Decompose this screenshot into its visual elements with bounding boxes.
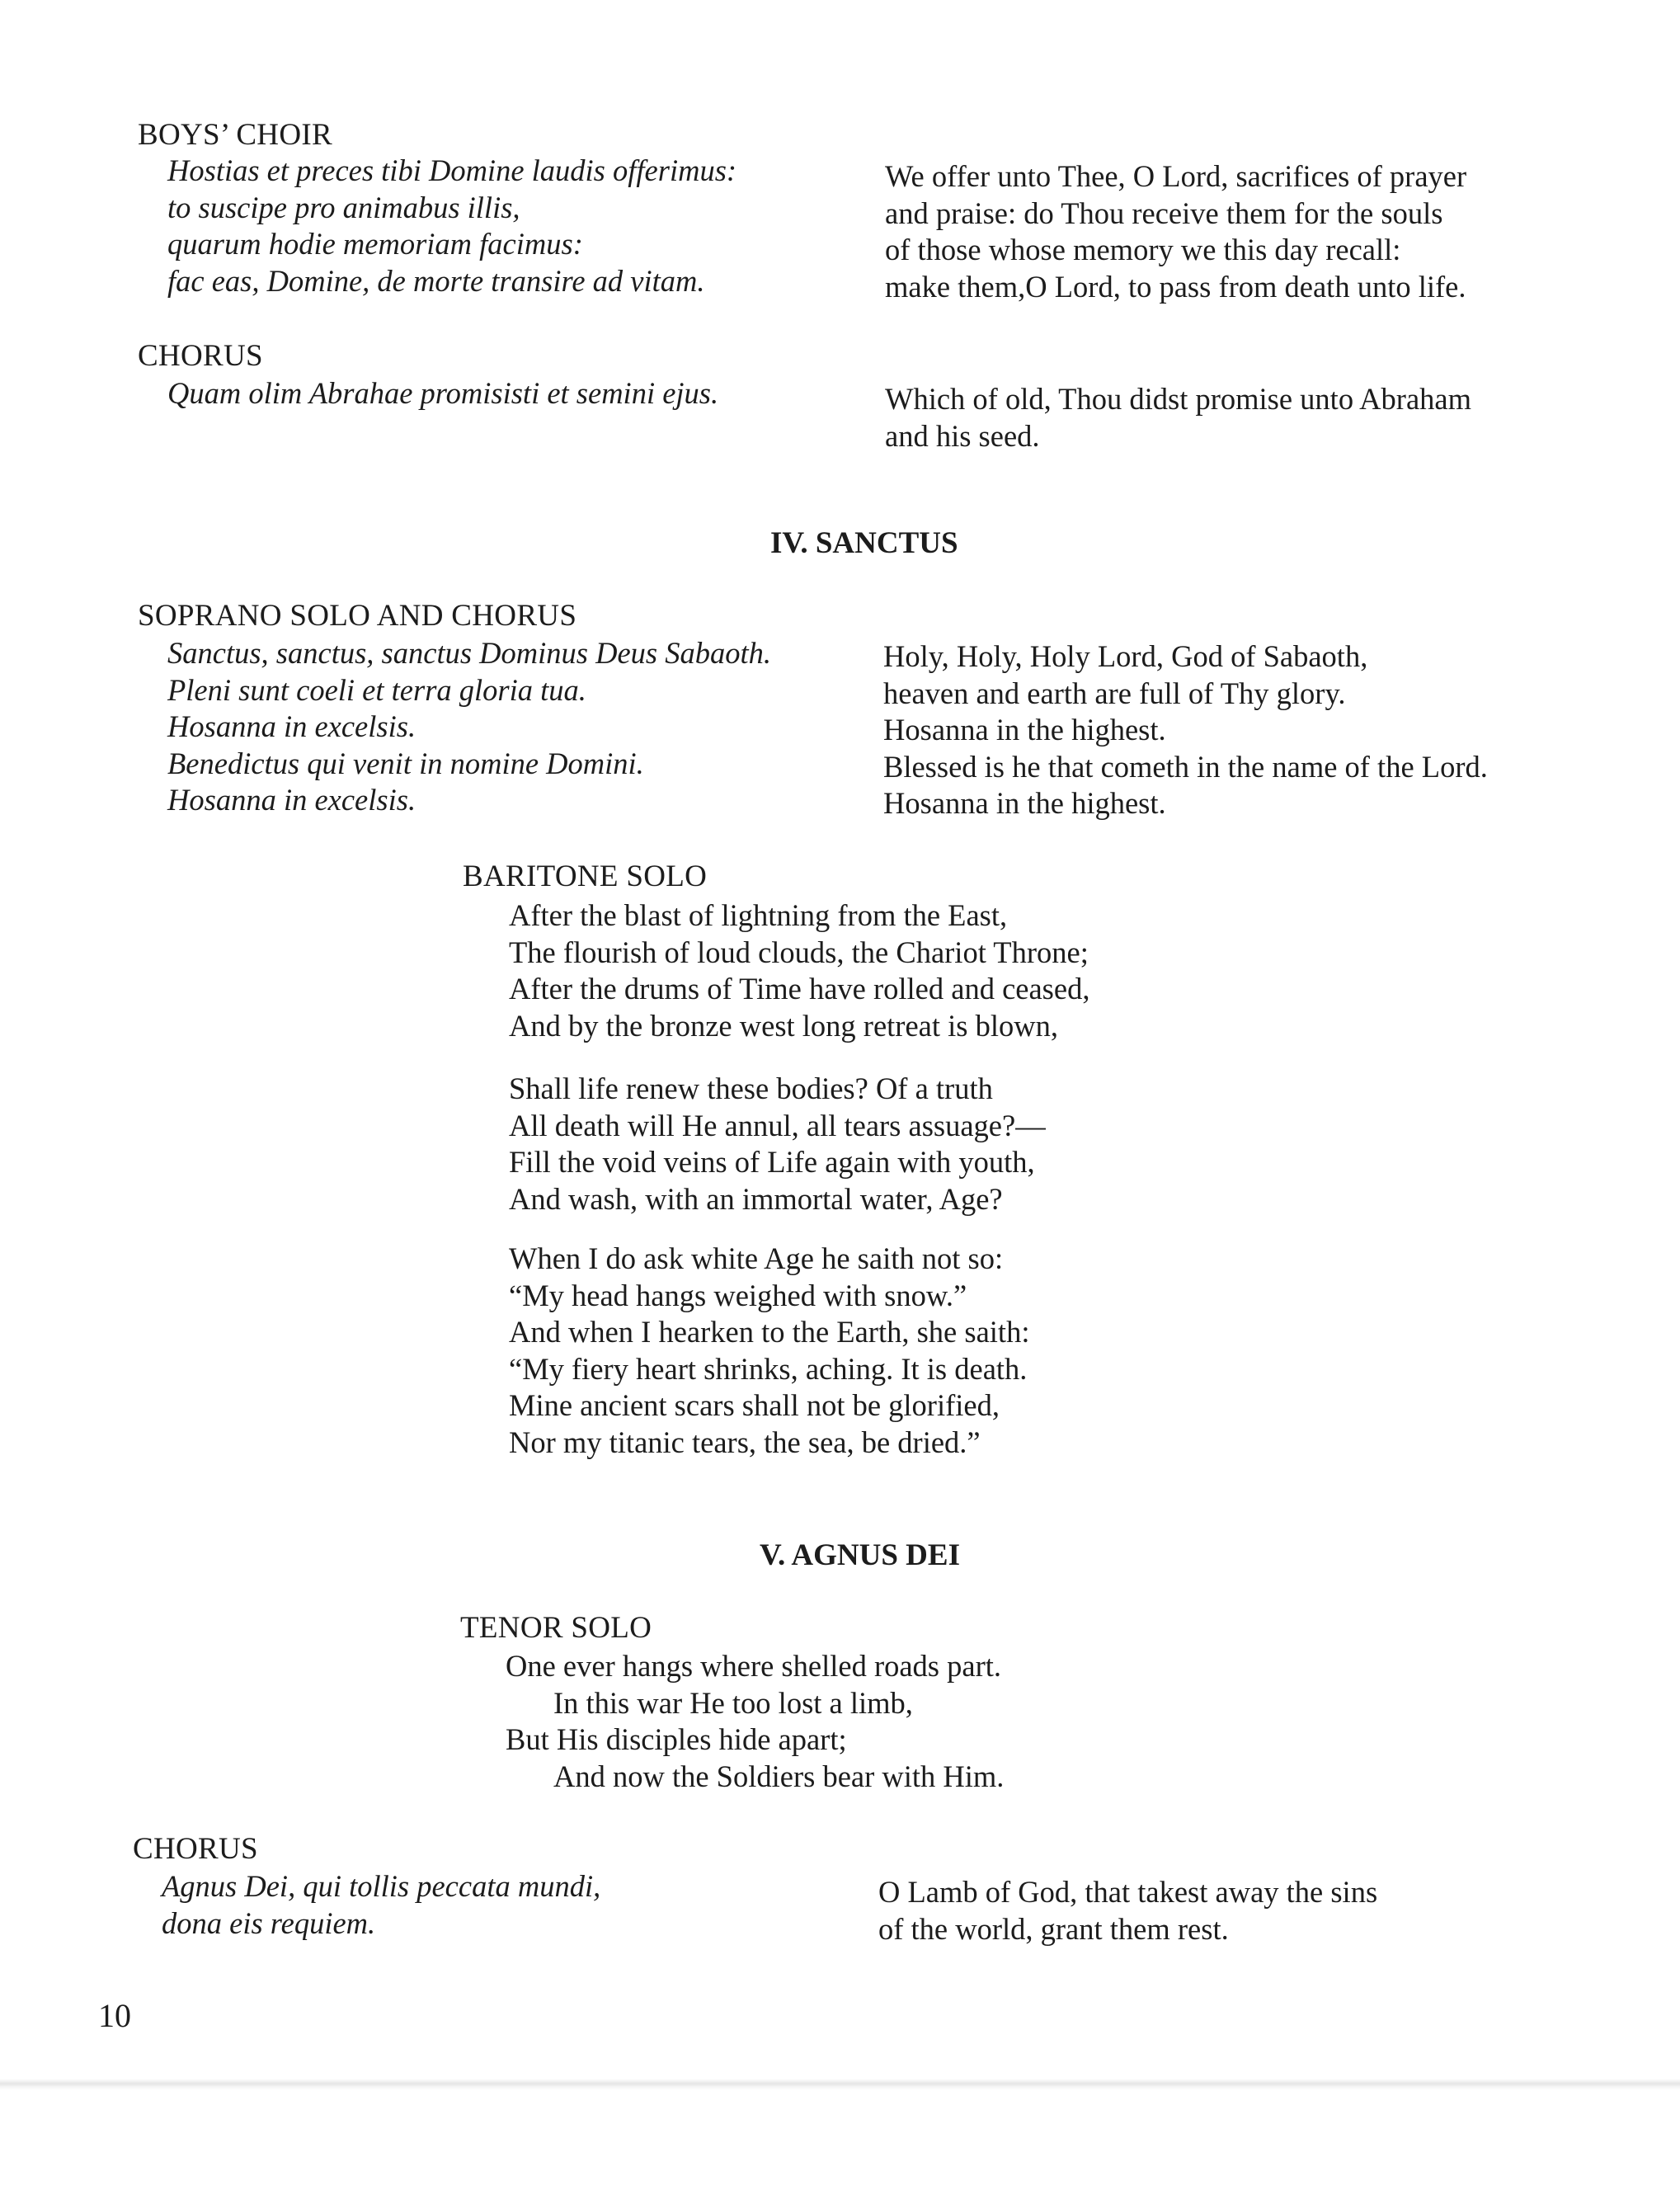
chorus-english-text [885, 381, 1471, 454]
sanctus-latin-text [167, 635, 771, 819]
poem-line: One ever hangs where shelled roads part. [506, 1649, 1002, 1683]
english-line: of those whose memory we this day recall: [885, 233, 1401, 266]
english-line: and praise: do Thou receive them for the souls [885, 195, 1443, 230]
boys-choir-latin-text [167, 153, 736, 299]
tenor-solo-label: TENOR SOLO [460, 1611, 652, 1645]
latin-line: Hostias et preces tibi Domine laudis offerimus: [167, 153, 737, 187]
boys-choir-label: BOYS’ CHOIR [138, 118, 332, 152]
poem-line: “My head hangs weighed with snow.” [509, 1278, 967, 1312]
english-line: Which of old, Thou didst promise unto Abraham [885, 382, 1471, 416]
sanctus-english-text [883, 638, 1488, 822]
latin-line: Hosanna in excelsis. [167, 783, 416, 817]
poem-line: In this war He too lost a limb, [553, 1685, 913, 1720]
chorus-label: CHORUS [138, 339, 263, 373]
latin-line: to suscipe pro animabus illis, [167, 190, 520, 224]
english-line: Blessed is he that cometh in the name of the Lord. [883, 749, 1488, 784]
poem-line: All death will He annul, all tears assuage?— [509, 1108, 1046, 1142]
chorus-latin-text [167, 375, 718, 412]
agnus-english-text [878, 1874, 1377, 1947]
latin-line: Benedictus qui venit in nomine Domini. [167, 746, 644, 780]
english-line: and his seed. [885, 418, 1040, 453]
page-number: 10 [98, 1997, 131, 2034]
poem-line: After the blast of lightning from the East, [509, 898, 1008, 932]
poem-line: Nor my titanic tears, the sea, be dried.” [509, 1425, 981, 1459]
agnus-dei-heading: V. AGNUS DEI [760, 1538, 960, 1572]
poem-line: And wash, with an immortal water, Age? [509, 1181, 1003, 1216]
english-line: We offer unto Thee, O Lord, sacrifices of prayer [885, 159, 1467, 193]
baritone-stanza-3 [509, 1241, 1029, 1461]
boys-choir-english-text [885, 158, 1466, 305]
poem-line: And by the bronze west long retreat is blown, [509, 1008, 1058, 1043]
latin-line: Agnus Dei, qui tollis peccata mundi, [162, 1869, 601, 1903]
latin-line: fac eas, Domine, de morte transire ad vitam. [167, 263, 705, 298]
poem-line: “My fiery heart shrinks, aching. It is death. [509, 1351, 1028, 1386]
scan-edge-shadow [0, 2079, 1680, 2090]
english-line: Hosanna in the highest. [883, 786, 1166, 820]
english-line: Hosanna in the highest. [883, 713, 1166, 746]
soprano-solo-and-chorus-label: SOPRANO SOLO AND CHORUS [138, 599, 577, 633]
agnus-chorus-label: CHORUS [133, 1832, 258, 1866]
poem-line: The flourish of loud clouds, the Chariot Throne; [509, 935, 1089, 969]
poem-line: When I do ask white Age he saith not so: [509, 1241, 1004, 1275]
latin-line: Hosanna in excelsis. [167, 709, 416, 743]
english-line: heaven and earth are full of Thy glory. [883, 676, 1346, 710]
english-line: Holy, Holy, Holy Lord, God of Sabaoth, [883, 639, 1368, 673]
tenor-solo-text [506, 1648, 1004, 1795]
latin-line: quarum hodie memoriam facimus: [167, 227, 583, 261]
poem-line: But His disciples hide apart; [506, 1722, 847, 1756]
baritone-stanza-2 [509, 1071, 1046, 1217]
poem-line: And now the Soldiers bear with Him. [553, 1759, 1005, 1793]
english-line: of the world, grant them rest. [878, 1911, 1229, 1946]
sanctus-heading: IV. SANCTUS [770, 526, 958, 560]
poem-line: After the drums of Time have rolled and ceased, [509, 972, 1090, 1006]
latin-line: Pleni sunt coeli et terra gloria tua. [167, 672, 586, 707]
poem-line: Shall life renew these bodies? Of a truth [509, 1071, 993, 1105]
baritone-stanza-1 [509, 897, 1089, 1044]
latin-line: Quam olim Abrahae promisisti et semini ejus. [167, 376, 719, 410]
poem-line: And when I hearken to the Earth, she saith: [509, 1315, 1030, 1349]
latin-line: Sanctus, sanctus, sanctus Dominus Deus Sabaoth. [167, 636, 772, 670]
english-line: make them,O Lord, to pass from death unto life. [885, 269, 1466, 304]
agnus-latin-text [162, 1868, 600, 1942]
english-line: O Lamb of God, that takest away the sins [878, 1875, 1378, 1909]
latin-line: dona eis requiem. [162, 1905, 376, 1940]
poem-line: Fill the void veins of Life again with youth, [509, 1145, 1035, 1179]
poem-line: Mine ancient scars shall not be glorified, [509, 1388, 1000, 1422]
baritone-solo-label: BARITONE SOLO [463, 860, 708, 893]
